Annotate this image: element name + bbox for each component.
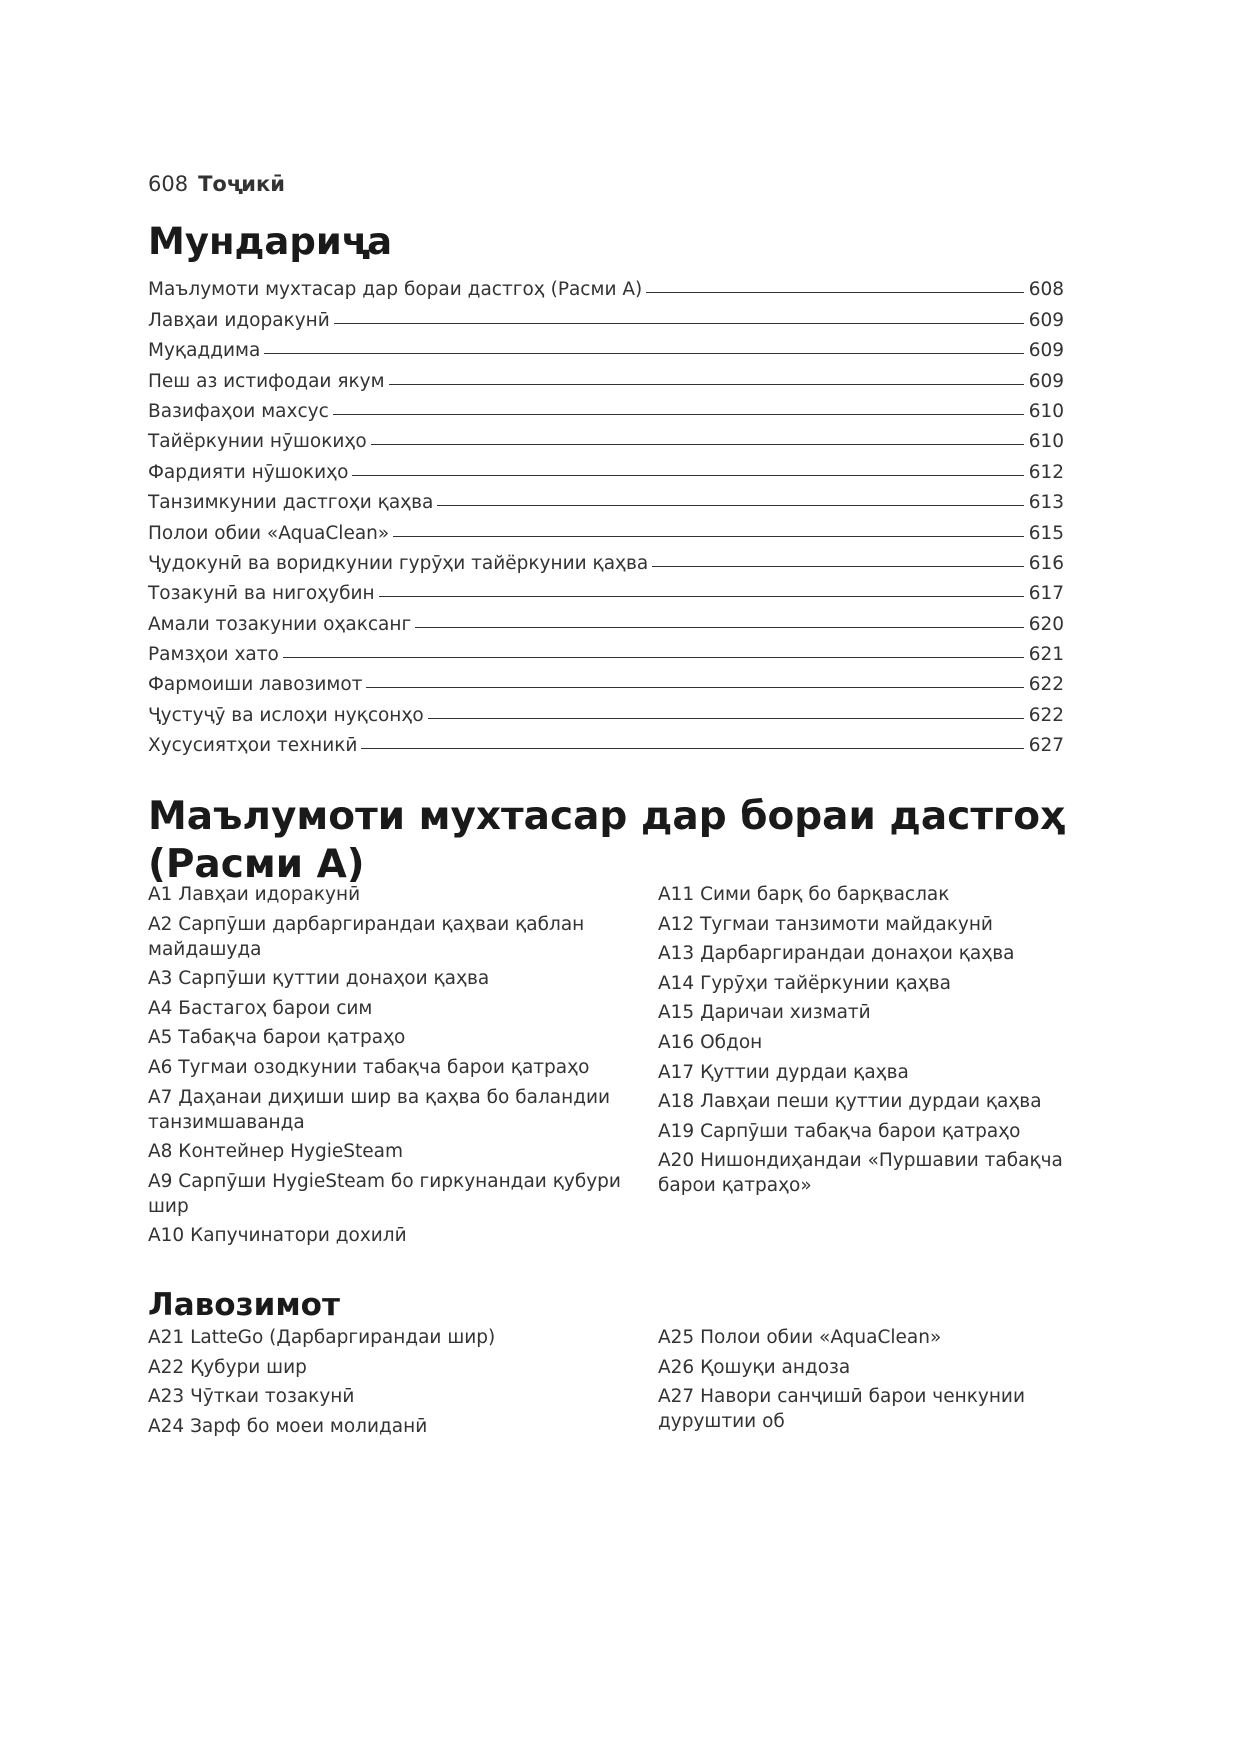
page-number: 608: [148, 172, 189, 196]
toc-entry-page: 622: [1028, 674, 1064, 696]
toc-leader: [352, 475, 1024, 476]
toc-leader: [652, 566, 1024, 567]
toc-entry-title: Маълумоти мухтасар дар бораи дастгоҳ (Расми А): [148, 279, 643, 301]
toc-entry[interactable]: [148, 300, 1064, 330]
list-item: A17 Қуттии дурдаи қаҳва: [658, 1061, 909, 1083]
parts-list-right: [658, 882, 1068, 1253]
list-item: A26 Қошуқи андоза: [658, 1356, 851, 1378]
running-header: [148, 172, 285, 196]
list-item: A23 Чӯткаи тозакунӣ: [148, 1386, 355, 1408]
list-item: A15 Даричаи хизматӣ: [658, 1002, 871, 1024]
toc-entry-page: 608: [1028, 279, 1064, 301]
list-item: A27 Навори санҷишӣ барои ченкунии дуруштии об: [658, 1386, 1025, 1433]
list-item: A19 Сарпӯши табақча барои қатраҳо: [658, 1120, 1021, 1142]
toc-entry-page: 627: [1028, 735, 1064, 757]
toc-leader: [371, 444, 1024, 445]
toc-entry-page: 615: [1028, 522, 1064, 544]
toc-entry-page: 620: [1028, 613, 1064, 635]
toc-entry-page: 617: [1028, 583, 1064, 605]
toc-entry-page: 609: [1028, 309, 1064, 331]
parts-list: [148, 882, 1068, 1253]
accessories-list-right: [658, 1325, 1068, 1443]
accessories-list-left: [148, 1325, 626, 1443]
toc-leader: [415, 627, 1024, 628]
toc-entry-title: Фардияти нӯшокиҳо: [148, 461, 349, 483]
list-item: A13 Дарбаргирандаи донаҳои қаҳва: [658, 943, 1015, 965]
toc-entry-title: Муқаддима: [148, 340, 261, 362]
toc-entry-title: Амали тозакунии оҳаксанг: [148, 613, 412, 635]
list-item: A2 Сарпӯши дарбаргирандаи қаҳваи қаблан майдашуда: [148, 913, 585, 960]
toc-entry-title: Рамзҳои хато: [148, 644, 279, 666]
list-item: A18 Лавҳаи пеши қуттии дурдаи қаҳва: [658, 1091, 1042, 1113]
toc-entry[interactable]: [148, 635, 1064, 665]
toc-entry-page: 609: [1028, 370, 1064, 392]
toc-entry-page: 610: [1028, 431, 1064, 453]
toc-entry[interactable]: [148, 361, 1064, 391]
toc-entry-title: Ҷудокунӣ ва воридкунии гурӯҳи тайёркунии қаҳва: [148, 552, 649, 574]
toc-entry[interactable]: [148, 483, 1064, 513]
table-of-contents: [148, 270, 1064, 756]
toc-entry[interactable]: [148, 665, 1064, 695]
list-item: A20 Нишондиҳандаи «Пуршавии табақча барои қатраҳо»: [658, 1150, 1063, 1197]
toc-leader: [333, 414, 1024, 415]
toc-leader: [334, 323, 1024, 324]
list-item: A16 Обдон: [658, 1031, 763, 1053]
toc-entry[interactable]: [148, 452, 1064, 482]
toc-leader: [379, 596, 1024, 597]
list-item: A22 Қубури шир: [148, 1356, 307, 1378]
toc-leader: [428, 718, 1024, 719]
toc-entry[interactable]: [148, 544, 1064, 574]
toc-entry-page: 609: [1028, 340, 1064, 362]
toc-entry-title: Хусусиятҳои техникӣ: [148, 735, 358, 757]
toc-entry-page: 616: [1028, 552, 1064, 574]
toc-entry-title: Тайёркунии нӯшокиҳо: [148, 431, 367, 453]
list-item: A25 Полои обии «AquaClean»: [658, 1327, 942, 1348]
list-item: A7 Даҳанаи диҳиши шир ва қаҳва бо баландии танзимшаванда: [148, 1086, 611, 1133]
toc-entry-page: 610: [1028, 400, 1064, 422]
toc-title: Мундариҷа: [148, 220, 393, 263]
toc-leader: [264, 353, 1024, 354]
list-item: A11 Сими барқ бо барқваслак: [658, 884, 950, 905]
toc-entry[interactable]: [148, 604, 1064, 634]
toc-entry-page: 621: [1028, 644, 1064, 666]
list-item: A6 Тугмаи озодкунии табақча барои қатраҳо: [148, 1056, 590, 1078]
toc-leader: [437, 505, 1024, 506]
toc-entry-page: 612: [1028, 461, 1064, 483]
list-item: A12 Тугмаи танзимоти майдакунӣ: [658, 913, 993, 935]
toc-entry-page: 622: [1028, 704, 1064, 726]
toc-entry[interactable]: [148, 726, 1064, 756]
toc-leader: [366, 687, 1024, 688]
overview-title: Маълумоти мухтасар дар бораи дастгоҳ (Расми А): [148, 794, 1066, 887]
language-label: Тоҷикӣ: [198, 172, 285, 196]
toc-entry-title: Фармоиши лавозимот: [148, 674, 363, 696]
toc-entry-title: Тозакунӣ ва нигоҳубин: [148, 583, 375, 605]
list-item: A14 Гурӯҳи тайёркунии қаҳва: [658, 972, 951, 994]
list-item: A4 Бастагоҳ барои сим: [148, 997, 373, 1019]
toc-entry-title: Ҷустуҷӯ ва ислоҳи нуқсонҳо: [148, 704, 424, 726]
list-item: A21 LatteGo (Дарбаргирандаи шир): [148, 1327, 496, 1348]
toc-entry[interactable]: [148, 392, 1064, 422]
toc-entry-title: Танзимкунии дастгоҳи қаҳва: [148, 492, 434, 514]
toc-entry[interactable]: [148, 331, 1064, 361]
list-item: A10 Капучинатори дохилӣ: [148, 1225, 407, 1247]
toc-entry[interactable]: [148, 422, 1064, 452]
toc-entry-title: Пеш аз истифодаи якум: [148, 370, 385, 392]
toc-entry[interactable]: [148, 574, 1064, 604]
list-item: A24 Зарф бо моеи молиданӣ: [148, 1415, 428, 1437]
toc-entry[interactable]: [148, 695, 1064, 725]
toc-entry-page: 613: [1028, 492, 1064, 514]
toc-entry[interactable]: [148, 270, 1064, 300]
toc-entry-title: Вазифаҳои махсус: [148, 400, 329, 422]
accessories-list: [148, 1325, 1068, 1443]
toc-entry[interactable]: [148, 513, 1064, 543]
list-item: A1 Лавҳаи идоракунӣ: [148, 884, 361, 905]
toc-leader: [283, 657, 1024, 658]
toc-leader: [361, 748, 1024, 749]
accessories-title: Лавозимот: [148, 1287, 340, 1323]
toc-entry-title: Полои обии «AquaClean»: [148, 522, 390, 544]
parts-list-left: [148, 882, 626, 1253]
toc-leader: [646, 292, 1024, 293]
toc-entry-title: Лавҳаи идоракунӣ: [148, 309, 330, 331]
list-item: A8 Контейнер HygieSteam: [148, 1141, 403, 1163]
toc-leader: [393, 536, 1024, 537]
toc-leader: [389, 384, 1024, 385]
list-item: A9 Сарпӯши HygieSteam бо гиркунандаи қубури шир: [148, 1170, 621, 1217]
list-item: A5 Табақча барои қатраҳо: [148, 1027, 406, 1049]
list-item: A3 Сарпӯши қуттии донаҳои қаҳва: [148, 968, 490, 990]
